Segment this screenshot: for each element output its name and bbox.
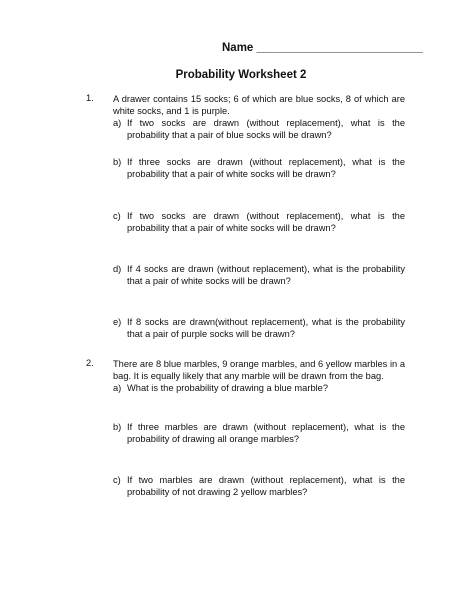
question-2-part-b: [113, 421, 405, 445]
part-text: What is the probability of drawing a blue marble?: [127, 383, 329, 393]
question-1-part-b: [113, 156, 405, 180]
part-text: If 8 socks are drawn(without replacement), what is the probability that a pair of purple socks will be drawn?: [127, 317, 405, 339]
part-text: If two socks are drawn (without replacement), what is the probability that a pair of white socks will be drawn?: [127, 211, 405, 233]
part-text: If two marbles are drawn (without replacement), what is the probability of not drawing 2 yellow marbles?: [127, 475, 405, 497]
question-1-stem: A drawer contains 15 socks; 6 of which are blue socks, 8 of which are white socks, and 1 is purple.: [113, 94, 405, 116]
part-text: If two socks are drawn (without replacement), what is the probability that a pair of blue socks will be drawn?: [127, 118, 405, 140]
part-text: If three socks are drawn (without replacement), what is the probability that a pair of white socks will be drawn?: [127, 157, 405, 179]
question-1-number: 1.: [86, 93, 94, 103]
part-letter: d): [113, 264, 122, 274]
question-1-part-e: [113, 316, 405, 340]
part-letter: a): [113, 118, 122, 128]
name-field-label: Name __________________________: [222, 42, 423, 54]
page-title: Probability Worksheet 2: [175, 69, 307, 81]
question-1-part-c: [113, 210, 405, 234]
part-letter: b): [113, 422, 122, 432]
part-text: If three marbles are drawn (without replacement), what is the probability of drawing all orange marbles?: [127, 422, 405, 444]
question-1-part-a: [113, 117, 405, 141]
part-letter: c): [113, 475, 121, 485]
question-2-number: 2.: [86, 358, 94, 368]
part-letter: a): [113, 383, 122, 393]
part-letter: c): [113, 211, 121, 221]
question-2-part-a: [113, 382, 405, 394]
question-1-part-d: [113, 263, 405, 287]
part-letter: e): [113, 317, 122, 327]
part-text: If 4 socks are drawn (without replacement), what is the probability that a pair of white socks will be drawn?: [127, 264, 405, 286]
question-2-part-c: [113, 474, 405, 498]
question-2-stem: There are 8 blue marbles, 9 orange marbles, and 6 yellow marbles in a bag. It is equally likely that any marble will be drawn from the bag.: [113, 359, 405, 381]
part-letter: b): [113, 157, 122, 167]
